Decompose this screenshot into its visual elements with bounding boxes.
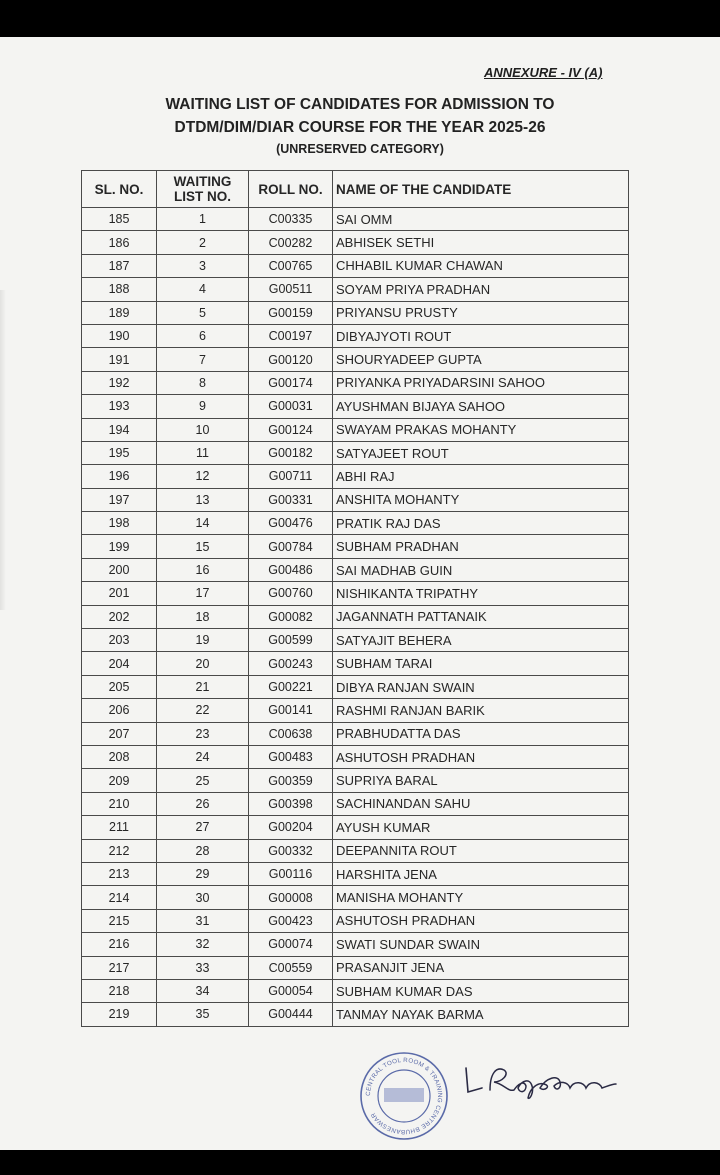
table-row — [82, 792, 629, 815]
cell-candidate-name: SUBHAM KUMAR DAS — [333, 979, 629, 1002]
cell-candidate-name: ASHUTOSH PRADHAN — [333, 909, 629, 932]
cell-roll-no: G00331 — [249, 488, 333, 511]
cell-waiting-list-no: 26 — [157, 792, 249, 815]
cell-sl-no: 188 — [82, 278, 157, 301]
table-row — [82, 441, 629, 464]
cell-candidate-name: DIBYAJYOTI ROUT — [333, 324, 629, 347]
cell-candidate-name: CHHABIL KUMAR CHAWAN — [333, 254, 629, 277]
cell-roll-no: G00124 — [249, 418, 333, 441]
cell-waiting-list-no: 16 — [157, 558, 249, 581]
table-row — [82, 816, 629, 839]
cell-waiting-list-no: 13 — [157, 488, 249, 511]
table-row — [82, 909, 629, 932]
table-row — [82, 395, 629, 418]
cell-roll-no: G00221 — [249, 675, 333, 698]
cell-waiting-list-no: 25 — [157, 769, 249, 792]
cell-candidate-name: DIBYA RANJAN SWAIN — [333, 675, 629, 698]
cell-sl-no: 216 — [82, 933, 157, 956]
cell-candidate-name: SUPRIYA BARAL — [333, 769, 629, 792]
cell-candidate-name: HARSHITA JENA — [333, 862, 629, 885]
table-row — [82, 933, 629, 956]
table-row — [82, 254, 629, 277]
cell-waiting-list-no: 8 — [157, 371, 249, 394]
cell-candidate-name: PRATIK RAJ DAS — [333, 512, 629, 535]
table-row — [82, 675, 629, 698]
cell-candidate-name: JAGANNATH PATTANAIK — [333, 605, 629, 628]
cell-roll-no: G00486 — [249, 558, 333, 581]
table-row — [82, 722, 629, 745]
table-row — [82, 208, 629, 231]
cell-roll-no: C00335 — [249, 208, 333, 231]
header-sl-no: SL. NO. — [82, 171, 157, 208]
table-row — [82, 558, 629, 581]
cell-roll-no: G00332 — [249, 839, 333, 862]
cell-roll-no: G00074 — [249, 933, 333, 956]
cell-waiting-list-no: 34 — [157, 979, 249, 1002]
header-roll-no: ROLL NO. — [249, 171, 333, 208]
cell-waiting-list-no: 12 — [157, 465, 249, 488]
cell-sl-no: 201 — [82, 582, 157, 605]
cell-waiting-list-no: 19 — [157, 629, 249, 652]
cell-waiting-list-no: 24 — [157, 745, 249, 768]
cell-waiting-list-no: 7 — [157, 348, 249, 371]
table-row — [82, 862, 629, 885]
table-row — [82, 465, 629, 488]
cell-sl-no: 204 — [82, 652, 157, 675]
cell-waiting-list-no: 29 — [157, 862, 249, 885]
category-label: (UNRESERVED CATEGORY) — [276, 142, 444, 156]
seal-text: CENTRAL TOOL ROOM & TRAINING CENTRE BHUBANESWAR — [364, 1056, 444, 1136]
cell-waiting-list-no: 2 — [157, 231, 249, 254]
cell-waiting-list-no: 1 — [157, 208, 249, 231]
table-row — [82, 839, 629, 862]
cell-roll-no: G00116 — [249, 862, 333, 885]
cell-candidate-name: PRIYANSU PRUSTY — [333, 301, 629, 324]
signature — [460, 1058, 620, 1104]
cell-candidate-name: SAI MADHAB GUIN — [333, 558, 629, 581]
cell-candidate-name: AYUSHMAN BIJAYA SAHOO — [333, 395, 629, 418]
cell-waiting-list-no: 22 — [157, 699, 249, 722]
cell-sl-no: 206 — [82, 699, 157, 722]
cell-sl-no: 193 — [82, 395, 157, 418]
cell-candidate-name: SUBHAM PRADHAN — [333, 535, 629, 558]
cell-sl-no: 205 — [82, 675, 157, 698]
cell-waiting-list-no: 4 — [157, 278, 249, 301]
cell-candidate-name: TANMAY NAYAK BARMA — [333, 1003, 629, 1026]
cell-candidate-name: NISHIKANTA TRIPATHY — [333, 582, 629, 605]
cell-roll-no: G00423 — [249, 909, 333, 932]
table-row — [82, 652, 629, 675]
cell-roll-no: G00204 — [249, 816, 333, 839]
cell-candidate-name: ASHUTOSH PRADHAN — [333, 745, 629, 768]
cell-sl-no: 217 — [82, 956, 157, 979]
cell-candidate-name: ABHISEK SETHI — [333, 231, 629, 254]
cell-waiting-list-no: 11 — [157, 441, 249, 464]
institution-seal — [358, 1050, 450, 1142]
cell-sl-no: 214 — [82, 886, 157, 909]
cell-roll-no: G00444 — [249, 1003, 333, 1026]
cell-sl-no: 208 — [82, 745, 157, 768]
cell-waiting-list-no: 23 — [157, 722, 249, 745]
table-header-row — [82, 171, 629, 208]
table-row — [82, 324, 629, 347]
cell-roll-no: C00197 — [249, 324, 333, 347]
cell-candidate-name: MANISHA MOHANTY — [333, 886, 629, 909]
cell-candidate-name: SHOURYADEEP GUPTA — [333, 348, 629, 371]
cell-roll-no: G00483 — [249, 745, 333, 768]
table-row — [82, 745, 629, 768]
table-row — [82, 231, 629, 254]
cell-sl-no: 218 — [82, 979, 157, 1002]
cell-roll-no: G00511 — [249, 278, 333, 301]
header-waiting-line2: LIST NO. — [174, 189, 231, 204]
cell-waiting-list-no: 20 — [157, 652, 249, 675]
cell-roll-no: G00082 — [249, 605, 333, 628]
table-row — [82, 886, 629, 909]
cell-roll-no: G00008 — [249, 886, 333, 909]
cell-roll-no: C00638 — [249, 722, 333, 745]
cell-candidate-name: SWAYAM PRAKAS MOHANTY — [333, 418, 629, 441]
cell-candidate-name: SACHINANDAN SAHU — [333, 792, 629, 815]
table-row — [82, 699, 629, 722]
cell-sl-no: 212 — [82, 839, 157, 862]
cell-roll-no: G00398 — [249, 792, 333, 815]
cell-waiting-list-no: 28 — [157, 839, 249, 862]
cell-waiting-list-no: 15 — [157, 535, 249, 558]
table-row — [82, 418, 629, 441]
table-row — [82, 371, 629, 394]
cell-roll-no: G00174 — [249, 371, 333, 394]
cell-waiting-list-no: 10 — [157, 418, 249, 441]
cell-waiting-list-no: 31 — [157, 909, 249, 932]
table-row — [82, 512, 629, 535]
header-waiting-list-no — [157, 171, 249, 208]
cell-candidate-name: SWATI SUNDAR SWAIN — [333, 933, 629, 956]
cell-waiting-list-no: 32 — [157, 933, 249, 956]
cell-sl-no: 211 — [82, 816, 157, 839]
table-row — [82, 348, 629, 371]
cell-waiting-list-no: 3 — [157, 254, 249, 277]
cell-sl-no: 200 — [82, 558, 157, 581]
annexure-label: ANNEXURE - IV (A) — [484, 65, 603, 80]
cell-roll-no: G00760 — [249, 582, 333, 605]
table-row — [82, 278, 629, 301]
title-line-1: WAITING LIST OF CANDIDATES FOR ADMISSION TO — [165, 96, 555, 113]
cell-roll-no: G00476 — [249, 512, 333, 535]
cell-waiting-list-no: 30 — [157, 886, 249, 909]
cell-sl-no: 199 — [82, 535, 157, 558]
cell-candidate-name: AYUSH KUMAR — [333, 816, 629, 839]
page-edge-shadow — [0, 290, 6, 610]
cell-candidate-name: PRIYANKA PRIYADARSINI SAHOO — [333, 371, 629, 394]
cell-waiting-list-no: 21 — [157, 675, 249, 698]
cell-sl-no: 197 — [82, 488, 157, 511]
screen-bottom-bar — [0, 1150, 720, 1175]
cell-candidate-name: PRASANJIT JENA — [333, 956, 629, 979]
cell-candidate-name: SATYAJIT BEHERA — [333, 629, 629, 652]
cell-roll-no: G00182 — [249, 441, 333, 464]
cell-sl-no: 210 — [82, 792, 157, 815]
cell-waiting-list-no: 17 — [157, 582, 249, 605]
cell-waiting-list-no: 33 — [157, 956, 249, 979]
cell-roll-no: G00159 — [249, 301, 333, 324]
cell-waiting-list-no: 35 — [157, 1003, 249, 1026]
table-row — [82, 488, 629, 511]
cell-roll-no: G00784 — [249, 535, 333, 558]
waiting-list-table — [81, 170, 629, 1027]
cell-roll-no: G00054 — [249, 979, 333, 1002]
cell-sl-no: 207 — [82, 722, 157, 745]
cell-candidate-name: RASHMI RANJAN BARIK — [333, 699, 629, 722]
cell-sl-no: 192 — [82, 371, 157, 394]
title-line-2: DTDM/DIM/DIAR COURSE FOR THE YEAR 2025-26 — [174, 119, 546, 136]
cell-candidate-name: SAI OMM — [333, 208, 629, 231]
table-row — [82, 301, 629, 324]
cell-waiting-list-no: 27 — [157, 816, 249, 839]
cell-candidate-name: PRABHUDATTA DAS — [333, 722, 629, 745]
cell-sl-no: 191 — [82, 348, 157, 371]
cell-candidate-name: SUBHAM TARAI — [333, 652, 629, 675]
cell-sl-no: 219 — [82, 1003, 157, 1026]
table-row — [82, 605, 629, 628]
cell-roll-no: G00141 — [249, 699, 333, 722]
cell-sl-no: 189 — [82, 301, 157, 324]
cell-waiting-list-no: 14 — [157, 512, 249, 535]
cell-roll-no: G00120 — [249, 348, 333, 371]
cell-sl-no: 198 — [82, 512, 157, 535]
cell-waiting-list-no: 6 — [157, 324, 249, 347]
cell-sl-no: 215 — [82, 909, 157, 932]
table-row — [82, 582, 629, 605]
table-row — [82, 535, 629, 558]
cell-candidate-name: SATYAJEET ROUT — [333, 441, 629, 464]
cell-roll-no: C00765 — [249, 254, 333, 277]
cell-candidate-name: SOYAM PRIYA PRADHAN — [333, 278, 629, 301]
cell-sl-no: 195 — [82, 441, 157, 464]
cell-sl-no: 194 — [82, 418, 157, 441]
cell-roll-no: C00282 — [249, 231, 333, 254]
cell-candidate-name: DEEPANNITA ROUT — [333, 839, 629, 862]
cell-sl-no: 190 — [82, 324, 157, 347]
header-waiting-line1: WAITING — [173, 174, 232, 189]
cell-roll-no: C00559 — [249, 956, 333, 979]
cell-candidate-name: ABHI RAJ — [333, 465, 629, 488]
cell-sl-no: 203 — [82, 629, 157, 652]
cell-roll-no: G00359 — [249, 769, 333, 792]
cell-waiting-list-no: 9 — [157, 395, 249, 418]
cell-sl-no: 213 — [82, 862, 157, 885]
cell-roll-no: G00031 — [249, 395, 333, 418]
header-candidate-name: NAME OF THE CANDIDATE — [333, 171, 629, 208]
cell-sl-no: 196 — [82, 465, 157, 488]
cell-sl-no: 185 — [82, 208, 157, 231]
table-row — [82, 769, 629, 792]
cell-sl-no: 202 — [82, 605, 157, 628]
cell-sl-no: 186 — [82, 231, 157, 254]
cell-roll-no: G00243 — [249, 652, 333, 675]
table-row — [82, 1003, 629, 1026]
cell-sl-no: 187 — [82, 254, 157, 277]
table-row — [82, 629, 629, 652]
cell-waiting-list-no: 18 — [157, 605, 249, 628]
table-row — [82, 956, 629, 979]
cell-roll-no: G00599 — [249, 629, 333, 652]
cell-sl-no: 209 — [82, 769, 157, 792]
cell-waiting-list-no: 5 — [157, 301, 249, 324]
cell-roll-no: G00711 — [249, 465, 333, 488]
cell-candidate-name: ANSHITA MOHANTY — [333, 488, 629, 511]
table-row — [82, 979, 629, 1002]
